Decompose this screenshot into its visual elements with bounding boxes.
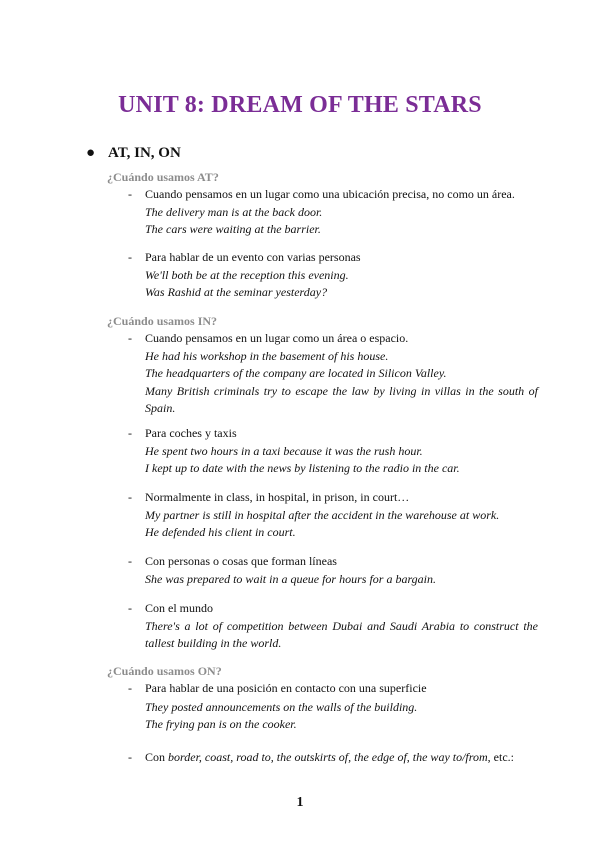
example: We'll both be at the reception this evening. (145, 267, 349, 282)
item-text: Para coches y taxis (145, 426, 237, 440)
item-text-suffix: , etc.: (487, 750, 514, 764)
item-text: Cuando pensamos en un lugar como una ubicación precisa, no como un área. (145, 187, 515, 201)
page-number: 1 (296, 795, 304, 810)
list-item (128, 749, 538, 767)
example: I kept up to date with the news by listening to the radio in the car. (145, 461, 460, 475)
example: He defended his client in court. (145, 525, 296, 539)
dash-icon: - (128, 601, 132, 615)
dash-icon: - (128, 187, 132, 201)
example: The headquarters of the company are located in Silicon Valley. (145, 366, 447, 380)
bullet-heading (86, 145, 181, 162)
example: Many British criminals try to escape the law by living in villas in the south of Spain. (145, 383, 538, 415)
item-text (145, 749, 538, 767)
dash-icon: - (128, 554, 132, 568)
example: The frying pan is on the cooker. (145, 717, 297, 731)
bullet-dot-icon: ● (86, 145, 96, 161)
dash-icon: - (128, 426, 132, 440)
example: My partner is still in hospital after the accident in the warehouse at work. (145, 507, 500, 522)
dash-icon: - (128, 250, 132, 264)
example: He had his workshop in the basement of his house. (145, 348, 389, 363)
example: She was prepared to wait in a queue for hours for a bargain. (145, 571, 436, 586)
item-text: Normalmente in class, in hospital, in prison, in court… (145, 490, 410, 504)
dash-icon: - (128, 490, 132, 504)
example: The cars were waiting at the barrier. (145, 222, 321, 236)
list-item (128, 425, 538, 478)
item-text: Para hablar de un evento con varias personas (145, 250, 361, 264)
section-heading-in: ¿Cuándo usamos IN? (107, 314, 218, 328)
dash-icon: - (128, 331, 132, 345)
example: Was Rashid at the seminar yesterday? (145, 285, 328, 299)
dash-icon: - (128, 750, 132, 764)
page-title: UNIT 8: DREAM OF THE STARS (118, 92, 482, 118)
list-item (128, 330, 538, 418)
list-item (128, 680, 538, 734)
list-item (128, 600, 538, 653)
item-text: Con personas o cosas que forman líneas (145, 554, 337, 568)
list-item (128, 186, 538, 239)
example: They posted announcements on the walls of the building. (145, 699, 418, 714)
dash-icon: - (128, 681, 132, 695)
example: There's a lot of competition between Dubai and Saudi Arabia to construct the tallest building in the world. (145, 618, 538, 650)
item-text: Cuando pensamos en un lugar como un área o espacio. (145, 331, 409, 345)
item-text-italic: border, coast, road to, the outskirts of, the edge of, the way to/from (168, 750, 488, 764)
example: He spent two hours in a taxi because it was the rush hour. (145, 443, 423, 458)
example: The delivery man is at the back door. (145, 204, 323, 219)
item-text: Para hablar de una posición en contacto con una superficie (145, 681, 427, 695)
list-item (128, 249, 538, 302)
item-text: Con el mundo (145, 601, 213, 615)
section-heading-on: ¿Cuándo usamos ON? (107, 664, 222, 678)
bullet-heading-label: AT, IN, ON (108, 145, 181, 161)
section-heading-at: ¿Cuándo usamos AT? (107, 170, 219, 184)
item-text-prefix: Con (145, 750, 169, 764)
list-item (128, 489, 538, 542)
list-item (128, 553, 538, 588)
